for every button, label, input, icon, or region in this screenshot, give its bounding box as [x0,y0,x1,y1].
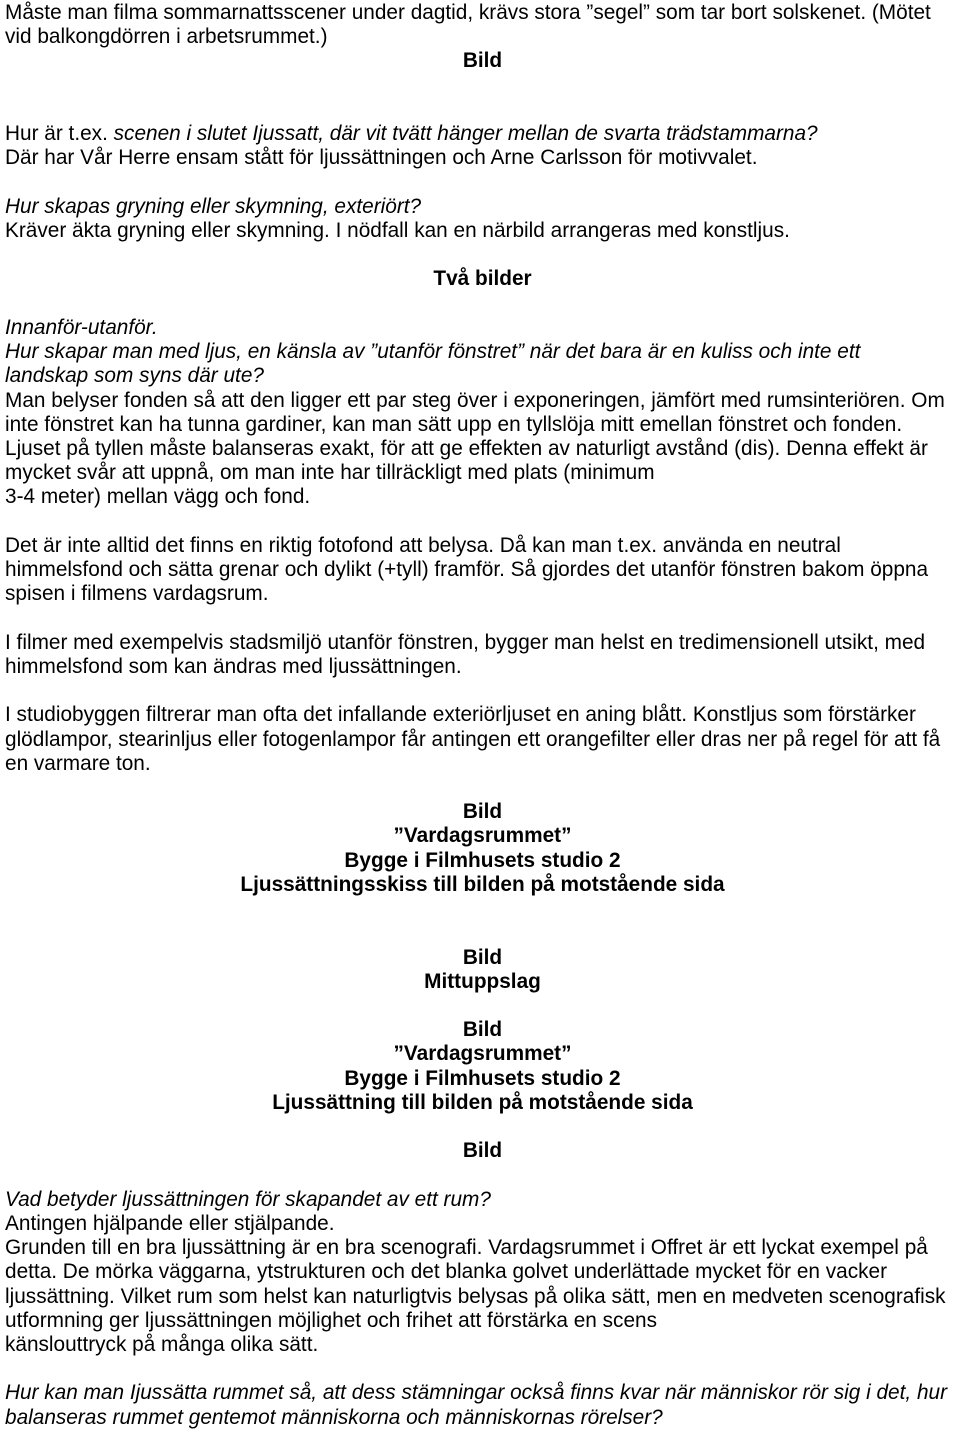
section-sommarnatt [5,1,960,122]
caption-line: ”Vardagsrummet” [393,824,572,848]
question-line: Hur skapas gryning eller skymning, exteriört? [5,194,422,218]
caption-line: Ljussättning till bilden på motstående sida [272,1090,693,1114]
caption-line: ”Vardagsrummet” [393,1042,572,1066]
body-text-line: Det är inte alltid det finns en riktig fotofond att belysa. Då kan man t.ex. använda en neutral [5,533,841,557]
blank-line [5,292,960,316]
image-placeholder-label: Bild [462,800,503,824]
blank-line [5,679,960,703]
body-text-line: I filmer med exempelvis stadsmiljö utanför fönstren, bygger man helst en tredimensionell utsikt, med [5,630,926,654]
blank-line [5,1115,960,1139]
question-line: Hur skapar man med ljus, en känsla av ”utanför fönstret” när det bara är en kuliss och inte ett [5,340,861,364]
answer-line: utformning ger ljussättningen möjlighet och frihet att förstärka en scens [5,1308,657,1332]
section-studiobyggen [5,703,960,800]
section-innanfor-utanfor [5,316,960,534]
caption-line: Ljussättningsskiss till bilden på motstående sida [240,872,725,896]
image-placeholder-label: Bild [462,1018,503,1042]
blank-line [5,74,960,98]
question-line: Hur kan man Ijussätta rummet så, att dess stämningar också finns kvar när människor rör sig i det, hur [5,1381,948,1405]
image-placeholder-label: Bild [462,945,503,969]
section-stadsmiljo [5,631,960,704]
answer-line: inte fönstret kan ha tunna gardiner, kan man sätt upp en tyllslöja mitt emellan fönstret och fonden. [5,412,903,436]
question-line: Vad betyder ljussättningen för skapandet av ett rum? [5,1187,491,1211]
body-text-line: en varmare ton. [5,751,151,775]
image-caption-block-3 [5,1018,960,1188]
image-placeholder-label: Bild [462,49,503,73]
caption-line: Bygge i Filmhusets studio 2 [344,1066,621,1090]
image-placeholder-label: Bild [462,1139,503,1163]
body-text-line: vid balkongdörren i arbetsrummet.) [5,25,328,49]
blank-line [5,897,960,921]
answer-line: detta. De mörka väggarna, ytstrukturen och det blanka golvet underlättade mycket för en vacker [5,1260,888,1284]
section-fotofond [5,534,960,631]
section-rum-och-manniskor [5,1381,960,1429]
answer-line: Grunden till en bra ljussättning är en bra scenografi. Vardagsrummet i Offret är ett lyckat exempel på [5,1236,928,1260]
answer-line: ljussättning. Vilket rum som helst kan naturligtvis belysas på olika sätt, men en medveten scenografisk [5,1284,946,1308]
blank-line [5,243,960,267]
answer-line: 3-4 meter) mellan vägg och fond. [5,485,311,509]
question-line: landskap som syns där ute? [5,364,264,388]
blank-line [5,171,960,195]
blank-line [5,1164,960,1188]
answer-line: Antingen hjälpande eller stjälpande. [5,1211,335,1235]
body-text-line: himmelsfond och sätta grenar och dylikt (+tyll) framför. Så gjordes det utanför fönstren bakom öppna [5,558,929,582]
blank-line [5,994,960,1018]
body-text-line: I studiobyggen filtrerar man ofta det infallande exteriörljuset en aning blått. Konstljus som förstärker [5,703,916,727]
question-line [5,122,960,146]
question-text: scenen i slutet Ijussatt, där vit tvätt hänger mellan de svarta trädstammarna? [113,122,818,146]
answer-line: Ljuset på tyllen måste balanseras exakt, för att ge effekten av naturligt avstånd (dis). Denna effekt är [5,436,928,460]
image-caption-block-2 [5,946,960,1019]
section-rummets-ljussattning [5,1188,960,1382]
section-ljussatt-scen [5,122,960,195]
body-text-line: himmelsfond som kan ändras med ljussättningen. [5,654,462,678]
answer-line: Där har Vår Herre ensam stått för ljussättningen och Arne Carlsson för motivvalet. [5,146,758,170]
answer-line: Kräver äkta gryning eller skymning. I nödfall kan en närbild arrangeras med konstljus. [5,218,790,242]
blank-line [5,98,960,122]
answer-line: mycket svår att uppnå, om man inte har tillräckligt med plats (minimum [5,461,655,485]
image-placeholder-label: Två bilder [433,267,532,291]
body-text-line: spisen i filmens vardagsrum. [5,582,269,606]
blank-line [5,1357,960,1381]
body-text-line: glödlampor, stearinljus eller fotogenlampor får antingen ett orangefilter eller dras ner på regel för att få [5,727,941,751]
blank-line [5,921,960,945]
answer-line: Man belyser fonden så att den ligger ett par steg över i exponeringen, jämfört med rumsinteriören. Om [5,388,945,412]
caption-line: Mittuppslag [424,969,541,993]
blank-line [5,510,960,534]
question-line: balanseras rummet gentemot människorna och människornas rörelser? [5,1405,663,1429]
caption-line: Bygge i Filmhusets studio 2 [344,848,621,872]
section-gryning-skymning [5,195,960,316]
body-text-line: Måste man filma sommarnattsscener under dagtid, krävs stora ”segel” som tar bort solskenet. (Mötet [5,1,931,24]
question-prefix: Hur är t.ex. [5,122,108,146]
blank-line [5,776,960,800]
section-heading: Innanför-utanför. [5,315,158,339]
blank-line [5,606,960,630]
image-caption-block-1 [5,800,960,945]
answer-line: känslouttryck på många olika sätt. [5,1333,319,1357]
